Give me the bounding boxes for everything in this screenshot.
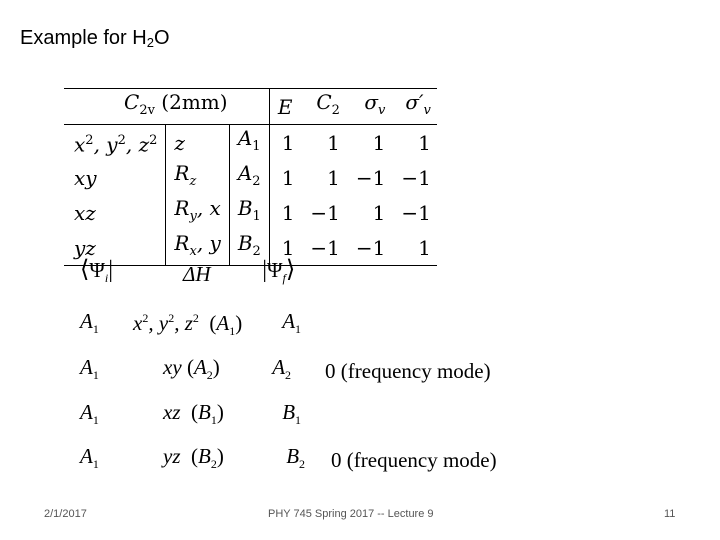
footer-course: PHY 745 Spring 2017 -- Lecture 9 — [268, 508, 434, 520]
transition-row — [70, 438, 507, 482]
op-header: $C_2$ — [300, 89, 345, 125]
linear-cell: $R_z$ — [166, 160, 229, 195]
char-cell: −1 — [310, 200, 340, 225]
linear-cell: $R_y$, x — [166, 195, 229, 230]
final-irrep: $B_1$ — [282, 399, 302, 427]
char-cell: 1 — [418, 130, 431, 155]
initial-irrep: $A_1$ — [80, 308, 99, 336]
final-irrep: $A_2$ — [272, 355, 292, 383]
initial-irrep: $A_1$ — [80, 355, 99, 383]
transition-note — [315, 300, 507, 349]
transition-row — [70, 300, 507, 349]
char-cell: 1 — [372, 130, 386, 155]
operator-header: ΔH — [183, 262, 211, 287]
point-group-label: $C_{2v}$ (2mm) — [64, 89, 269, 125]
char-cell: −1 — [300, 230, 345, 266]
char-cell: 1 — [327, 165, 340, 190]
transition-table — [70, 252, 507, 482]
irrep-cell: $A_1$ — [229, 125, 269, 161]
char-cell: 1 — [372, 200, 386, 225]
table-row — [64, 195, 437, 230]
char-cell: 1 — [281, 165, 295, 190]
char-cell: 1 — [327, 130, 340, 155]
op-header: $\sigma'_v$ — [391, 89, 436, 125]
char-cell: −1 — [401, 165, 431, 190]
table-row — [64, 125, 437, 161]
char-cell: 1 — [281, 200, 295, 225]
transition-row — [70, 394, 507, 438]
transition-note: 0 (frequency mode) — [331, 447, 497, 472]
final-state-ket: $|\Psi_f⟩$ — [262, 257, 296, 286]
irrep-cell: $B_1$ — [229, 195, 269, 230]
char-cell: 1 — [391, 230, 436, 266]
final-irrep: $B_2$ — [286, 443, 306, 471]
footer-page-number: 11 — [664, 508, 676, 520]
slide-title: Example for $H_2O$ — [20, 27, 170, 50]
quadratic-cell: $x^2$, $y^2$, $z^2$ — [64, 125, 166, 161]
char-cell: −1 — [346, 230, 391, 266]
linear-cell: $R_x$, y — [166, 230, 229, 266]
operator-cell: xy $(A_2)$ — [163, 355, 220, 383]
transition-note: 0 (frequency mode) — [325, 359, 491, 384]
initial-irrep: $A_1$ — [80, 399, 99, 427]
transition-header — [70, 252, 507, 300]
op-header: $\sigma_v$ — [346, 89, 391, 125]
operator-cell: $x^2$, $y^2$, $z^2$ $(A_1)$ — [133, 311, 243, 339]
character-table — [64, 88, 437, 266]
quadratic-cell: xz — [64, 195, 166, 230]
char-cell: 1 — [281, 130, 295, 155]
initial-state-bra: $⟨\Psi_i|$ — [80, 257, 114, 286]
transition-note — [315, 394, 507, 438]
transition-row — [70, 349, 507, 393]
linear-cell: z — [166, 125, 229, 161]
table-row — [64, 160, 437, 195]
final-irrep: $A_1$ — [282, 308, 302, 336]
operator-cell: xz $(B_1)$ — [163, 399, 224, 427]
quadratic-cell: xy — [64, 160, 166, 195]
char-cell: 1 — [269, 230, 300, 266]
operator-cell: yz $(B_2)$ — [163, 443, 224, 471]
footer-date: 2/1/2017 — [44, 508, 87, 520]
op-header: E — [269, 89, 300, 125]
char-cell: −1 — [401, 200, 431, 225]
character-table-header — [64, 89, 437, 125]
initial-irrep: $A_1$ — [80, 443, 99, 471]
char-cell: −1 — [355, 165, 386, 190]
irrep-cell: $B_2$ — [229, 230, 269, 266]
irrep-cell: $A_2$ — [229, 160, 269, 195]
quadratic-cell: yz — [64, 230, 166, 266]
